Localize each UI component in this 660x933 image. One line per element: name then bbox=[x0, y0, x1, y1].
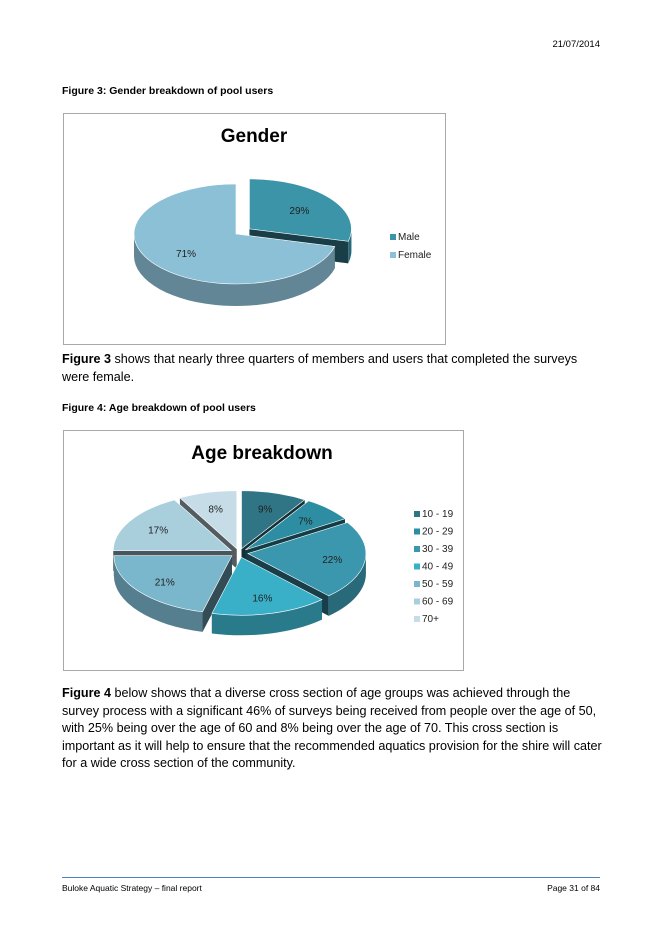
legend-label-male: Male bbox=[398, 232, 420, 243]
gender-chart-title: Gender bbox=[220, 126, 288, 147]
legend-swatch-20-29 bbox=[414, 529, 420, 535]
footer-report-title: Buloke Aquatic Strategy – final report bbox=[62, 883, 202, 893]
chart-legend bbox=[390, 232, 432, 261]
label-10-19: 9% bbox=[257, 504, 273, 516]
label-40-49: 16% bbox=[252, 593, 273, 605]
legend-label-40-49: 40 - 49 bbox=[422, 561, 454, 573]
paragraph-figure-4-text: below shows that a diverse cross section of age groups was achieved through the survey process with a significant 46% of surveys being received from people over the age of 50, with 25% being over the age of 60 and 8% being over the age of 70. This cross section is important as it will help to ensure that the recommended aquatics provision for the shire will cater for a wide cross section of the community. bbox=[62, 686, 602, 771]
label-20-29: 7% bbox=[298, 516, 313, 528]
footer-rule bbox=[62, 877, 600, 878]
legend-label-60-69: 60 - 69 bbox=[422, 596, 454, 608]
label-60-69: 17% bbox=[148, 525, 169, 537]
label-male: 29% bbox=[289, 205, 310, 217]
legend-swatch-30-39 bbox=[414, 546, 420, 552]
gender-chart bbox=[63, 113, 446, 345]
age-chart-title: Age breakdown bbox=[191, 443, 333, 464]
label-female: 71% bbox=[176, 249, 197, 261]
legend-label-20-29: 20 - 29 bbox=[422, 526, 454, 538]
paragraph-figure-3 bbox=[62, 351, 602, 386]
paragraph-figure-4 bbox=[62, 685, 602, 773]
legend-label-30-39: 30 - 39 bbox=[422, 544, 454, 555]
paragraph-figure-4-ref: Figure 4 bbox=[62, 686, 111, 700]
gender-pie-chart bbox=[64, 114, 445, 344]
chart-legend bbox=[414, 509, 454, 625]
figure-3-caption: Figure 3: Gender breakdown of pool users bbox=[62, 85, 274, 97]
legend-label-70: 70+ bbox=[422, 614, 439, 625]
footer-page-number: Page 31 of 84 bbox=[547, 883, 600, 893]
pie-slices bbox=[134, 179, 351, 306]
legend-swatch-70 bbox=[414, 616, 420, 622]
legend-swatch-50-59 bbox=[414, 581, 420, 587]
figure-4-caption: Figure 4: Age breakdown of pool users bbox=[62, 402, 256, 414]
header-date: 21/07/2014 bbox=[552, 39, 600, 50]
label-70: 8% bbox=[208, 504, 223, 516]
legend-swatch-female bbox=[390, 252, 396, 258]
legend-swatch-10-19 bbox=[414, 511, 420, 517]
legend-label-50-59: 50 - 59 bbox=[422, 579, 454, 590]
label-30-39: 22% bbox=[322, 554, 343, 566]
label-50-59: 21% bbox=[154, 577, 175, 589]
legend-label-10-19: 10 - 19 bbox=[422, 509, 454, 520]
legend-swatch-60-69 bbox=[414, 599, 420, 605]
age-pie-chart bbox=[64, 431, 463, 670]
paragraph-figure-3-text: shows that nearly three quarters of members and users that completed the surveys were female. bbox=[62, 352, 578, 384]
legend-label-female: Female bbox=[398, 250, 432, 261]
age-chart bbox=[63, 430, 464, 671]
legend-swatch-male bbox=[390, 234, 396, 240]
legend-swatch-40-49 bbox=[414, 564, 420, 570]
paragraph-figure-3-ref: Figure 3 bbox=[62, 352, 111, 366]
